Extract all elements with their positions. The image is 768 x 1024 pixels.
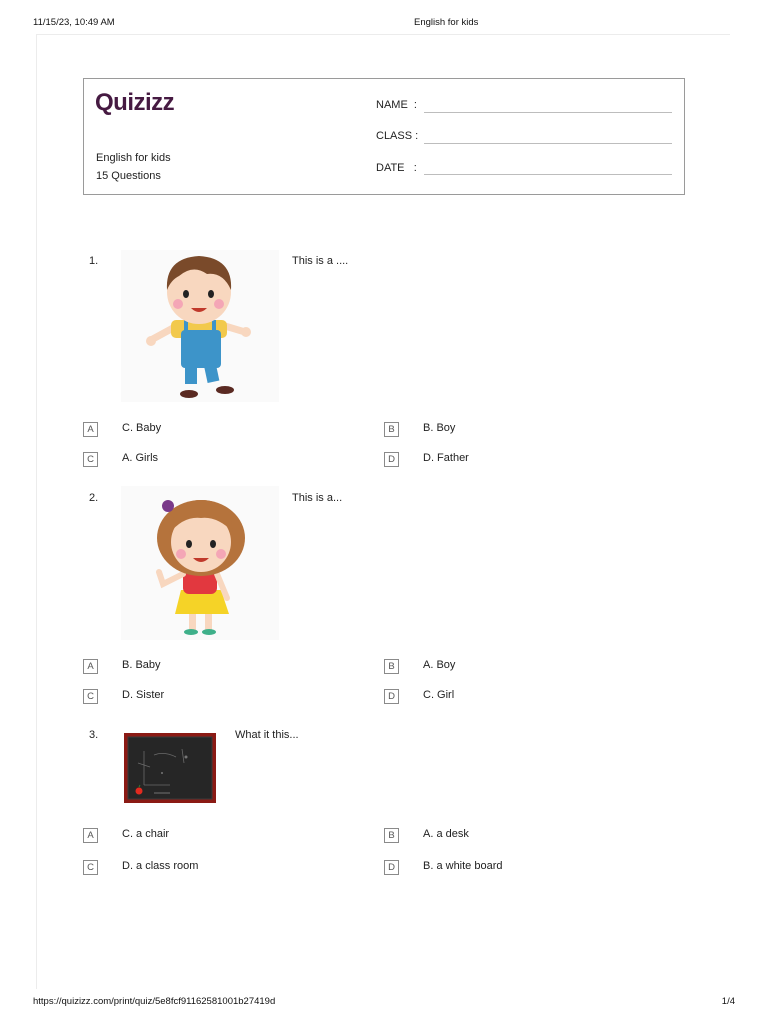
date-field-line xyxy=(424,174,672,175)
page-number: 1/4 xyxy=(721,996,735,1007)
question-count: 15 Questions xyxy=(96,170,161,182)
question-3-text: What it this... xyxy=(235,729,299,741)
chalkboard-image xyxy=(124,733,216,803)
print-header xyxy=(33,17,735,31)
option-text[interactable]: A. a desk xyxy=(423,828,469,840)
option-letter-b[interactable]: B xyxy=(384,659,399,674)
option-text[interactable]: B. Baby xyxy=(122,659,161,671)
option-text[interactable]: C. a chair xyxy=(122,828,170,840)
print-title: English for kids xyxy=(414,17,479,28)
question-1-text: This is a .... xyxy=(292,255,349,267)
option-letter-c[interactable]: C xyxy=(83,689,98,704)
print-url[interactable]: https://quizizz.com/print/quiz/5e8fcf91162581001b27419d xyxy=(33,996,276,1007)
quiz-header-box xyxy=(83,78,685,195)
option-letter-d[interactable]: D xyxy=(384,452,399,467)
name-field-label: NAME : xyxy=(376,99,417,111)
question-1-number: 1. xyxy=(89,255,99,267)
option-text[interactable]: C. Girl xyxy=(423,689,455,701)
option-letter-c[interactable]: C xyxy=(83,452,98,467)
name-field-line xyxy=(424,112,672,113)
option-text[interactable]: D. Father xyxy=(423,452,469,464)
quiz-title: English for kids xyxy=(96,152,171,164)
option-letter-b[interactable]: B xyxy=(384,422,399,437)
question-3-number: 3. xyxy=(89,729,99,741)
option-text[interactable]: B. Boy xyxy=(423,422,456,434)
print-datetime: 11/15/23, 10:49 AM xyxy=(33,17,115,28)
quizizz-logo: Quizizz xyxy=(95,89,175,116)
option-text[interactable]: C. Baby xyxy=(122,422,162,434)
page-guide-top xyxy=(36,34,730,35)
option-text[interactable]: A. Girls xyxy=(122,452,159,464)
option-letter-a[interactable]: A xyxy=(83,422,98,437)
option-text[interactable]: B. a white board xyxy=(423,860,503,872)
option-letter-a[interactable]: A xyxy=(83,659,98,674)
option-text[interactable]: A. Boy xyxy=(423,659,456,671)
option-letter-a[interactable]: A xyxy=(83,828,98,843)
option-letter-b[interactable]: B xyxy=(384,828,399,843)
question-2-text: This is a... xyxy=(292,492,343,504)
boy-cartoon-image xyxy=(121,250,279,402)
date-field-label: DATE : xyxy=(376,162,417,174)
class-field-line xyxy=(424,143,672,144)
option-letter-d[interactable]: D xyxy=(384,860,399,875)
class-field-label: CLASS : xyxy=(376,130,419,142)
option-text[interactable]: D. a class room xyxy=(122,860,199,872)
question-2-number: 2. xyxy=(89,492,99,504)
option-letter-c[interactable]: C xyxy=(83,860,98,875)
option-letter-d[interactable]: D xyxy=(384,689,399,704)
page-guide-left xyxy=(36,34,37,989)
option-text[interactable]: D. Sister xyxy=(122,689,165,701)
girl-cartoon-image xyxy=(121,486,279,640)
